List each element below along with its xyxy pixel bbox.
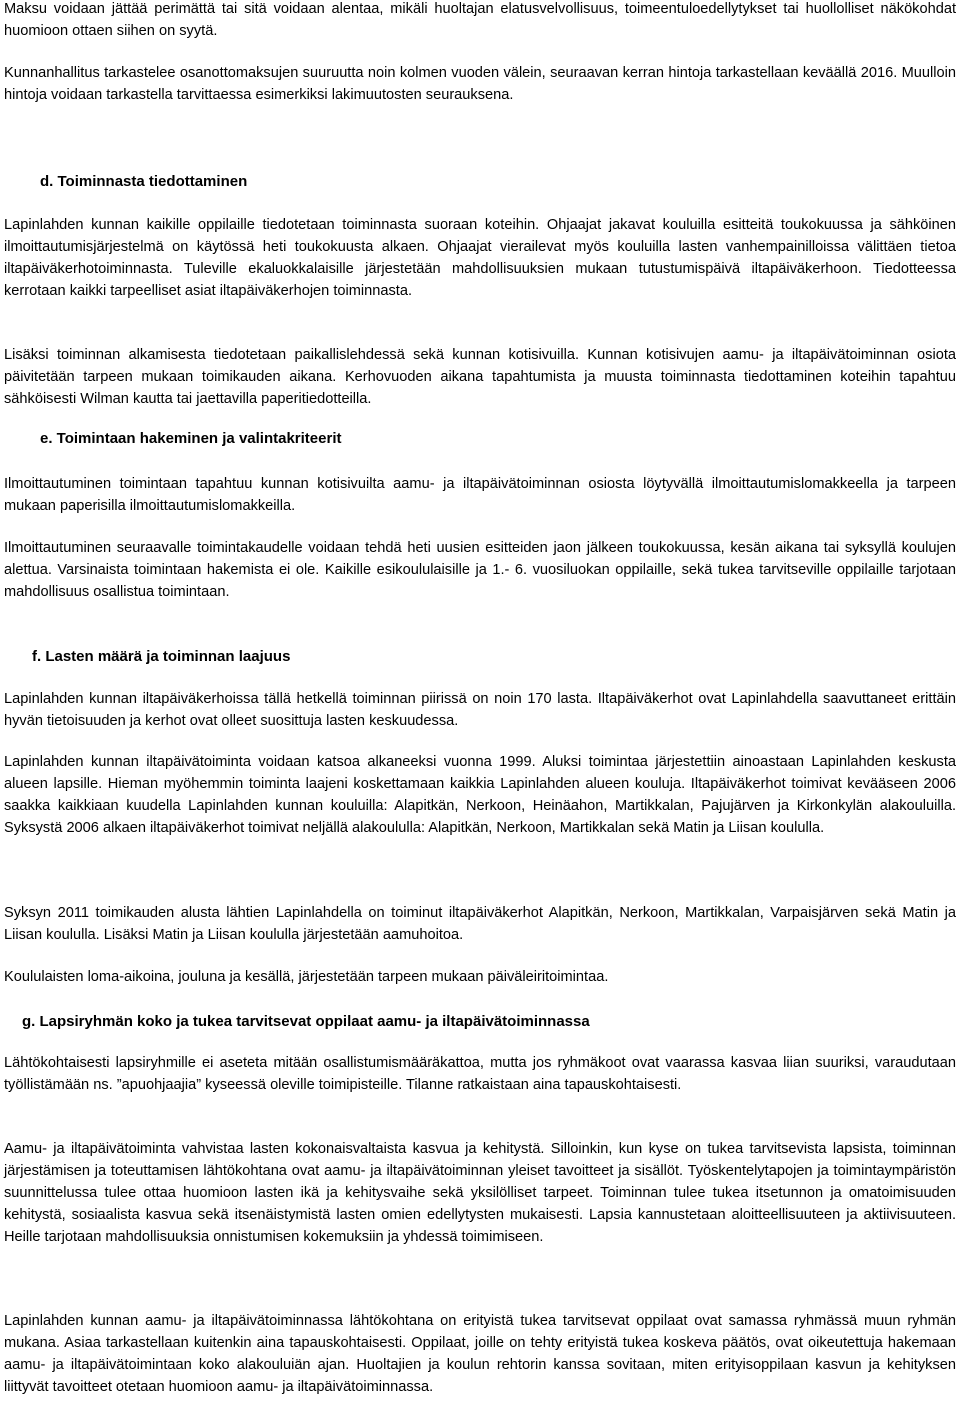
paragraph-e-2: Ilmoittautuminen seuraavalle toimintakaudelle voidaan tehdä heti uusien esitteiden jaon jälkeen toukokuussa, kesän aikana tai syksyllä koulujen alettua. Varsinaista toimintaan hakemista ei ole. Kaikille esikoululaisille ja 1.- 6. vuosiluokan oppilaille, sekä tukea tarvitseville oppilaille tarjotaan mahdollisuus osallistua toimintaan. <box>4 540 956 600</box>
paragraph-f-4: Koululaisten loma-aikoina, jouluna ja kesällä, järjestetään tarpeen mukaan päiväleiritoimintaa. <box>4 969 609 985</box>
paragraph-fee-waiver: Maksu voidaan jättää perimättä tai sitä voidaan alentaa, mikäli huoltajan elatusvelvollisuus, toimeentuloedellytykset tai huollolliset näkökohdat huomioon ottaen siihen on syytä. <box>4 1 956 39</box>
paragraph-f-3: Syksyn 2011 toimikauden alusta lähtien Lapinlahdella on toiminut iltapäiväkerhot Alapitkän, Nerkoon, Martikkalan, Varpaisjärven sekä Matin ja Liisan koululla. Lisäksi Matin ja Liisan koululla järjestetään aamuhoitoa. <box>4 905 956 943</box>
heading-g: g. Lapsiryhmän koko ja tukea tarvitsevat oppilaat aamu- ja iltapäivätoiminnassa <box>22 1013 590 1030</box>
paragraph-d-2: Lisäksi toiminnan alkamisesta tiedotetaan paikallislehdessä sekä kunnan kotisivuilla. Kunnan kotisivujen aamu- ja iltapäivätoiminnan osiota päivitetään tarpeen mukaan toimikauden aikana. Kerhovuoden aikana tapahtumista ja muusta toiminnasta tiedottaminen koteihin tapahtuu sähköisesti Wilman kautta tai jaettavilla paperitiedotteilla. <box>4 347 956 407</box>
paragraph-e-1: Ilmoittautuminen toimintaan tapahtuu kunnan kotisivuilta aamu- ja iltapäivätoiminnan osiosta löytyvällä ilmoittautumislomakkeella ja tarpeen mukaan paperisilla ilmoittautumislomakkeilla. <box>4 476 956 514</box>
paragraph-d-1: Lapinlahden kunnan kaikille oppilaille tiedotetaan toiminnasta suoraan koteihin. Ohjaajat jakavat kouluilla esitteitä toukokuussa ja sähköinen ilmoittautumisjärjestelmä on käytössä heti toukokuusta alkaen. Ohjaajat vierailevat myös kouluilla lasten vanhempainilloissa välittäen tietoa iltapäiväkerhotoiminnasta. Tuleville ekaluokkalaisille järjestetään mahdollisuuksien mukaan tutustumispäivä iltapäiväkerhoon. Tiedotteessa kerrotaan kaikki tarpeelliset asiat iltapäiväkerhojen toiminnasta. <box>4 217 956 299</box>
paragraph-f-1: Lapinlahden kunnan iltapäiväkerhoissa tällä hetkellä toiminnan piirissä on noin 170 lasta. Iltapäiväkerhot ovat Lapinlahdella saavuttaneet erittäin hyvän tietoisuuden ja kerhot ovat olleet suosittuja lasten keskuudessa. <box>4 691 956 729</box>
heading-d: d. Toiminnasta tiedottaminen <box>40 173 248 190</box>
paragraph-g-2: Aamu- ja iltapäivätoiminta vahvistaa lasten kokonaisvaltaista kasvua ja kehitystä. Silloinkin, kun kyse on tukea tarvitsevista lapsista, toiminnan järjestämisen ja toteuttamisen lähtökohtana ovat aamu- ja iltapäivätoiminnan yleiset tavoitteet ja sisällöt. Työskentelytapojen ja toimintaympäristön suunnittelussa tulee ottaa huomioon lasten ikä ja kehitysvaihe sekä yksilölliset tarpeet. Toiminnan tulee tukea itsetunnon ja omatoimisuuden kehitystä, sosiaalista kasvua sekä itsenäistymistä lasten omien edellytysten mukaisesti. Lapsia kannustetaan aloitteellisuuteen ja aktiivisuuteen. Heille tarjotaan mahdollisuuksia onnistumisen kokemuksiin ja yhdessä toimimiseen. <box>4 1141 956 1245</box>
paragraph-g-3: Lapinlahden kunnan aamu- ja iltapäivätoiminnassa lähtökohtana on erityistä tukea tarvitsevat oppilaat ovat samassa ryhmässä muun ryhmän mukana. Asiaa tarkastellaan kuitenkin aina tapauskohtaisesti. Oppilaat, joille on tehty erityistä tukea koskeva päätös, ovat oikeutettuja hakemaan aamu- ja iltapäivätoimintaan koko alakouluiän ajan. Huoltajien ja koulun rehtorin kanssa sovitaan, miten erityisoppilaan kasvun ja kehityksen liittyvät tavoitteet otetaan huomioon aamu- ja iltapäivätoiminnassa. <box>4 1313 956 1395</box>
heading-e: e. Toimintaan hakeminen ja valintakriteerit <box>40 430 342 447</box>
paragraph-f-2: Lapinlahden kunnan iltapäivätoiminta voidaan katsoa alkaneeksi vuonna 1999. Aluksi toimintaa järjestettiin ainoastaan Lapinlahden keskusta alueen lapsille. Hieman myöhemmin toiminta laajeni koskettamaan kaikkia Lapinlahden alueen kouluja. Iltapäiväkerhot toimivat kevääseen 2006 saakka kaikkiaan kuudella Lapinlahden kunnan kouluilla: Alapitkän, Nerkoon, Heinäahon, Martikkalan, Pajujärven ja Kirkonkylän alakouluilla. Syksystä 2006 alkaen iltapäiväkerhot toimivat neljällä alakoululla: Alapitkän, Nerkoon, Martikkalan sekä Matin ja Liisan koululla. <box>4 754 956 836</box>
paragraph-g-1: Lähtökohtaisesti lapsiryhmille ei aseteta mitään osallistumismääräkattoa, mutta jos ryhmäkoot ovat vaarassa kasvaa liian suuriksi, varaudutaan työllistämään ns. ”apuohjaajia” kyseessä oleville toimipisteille. Tilanne ratkaistaan aina tapauskohtaisesti. <box>4 1055 956 1093</box>
paragraph-fee-review: Kunnanhallitus tarkastelee osanottomaksujen suuruutta noin kolmen vuoden välein, seuraavan kerran hintoja tarkastellaan keväällä 2016. Muulloin hintoja voidaan tarkastella tarvittaessa esimerkiksi lakimuutosten seurauksena. <box>4 65 956 103</box>
heading-f: f. Lasten määrä ja toiminnan laajuus <box>32 648 291 665</box>
